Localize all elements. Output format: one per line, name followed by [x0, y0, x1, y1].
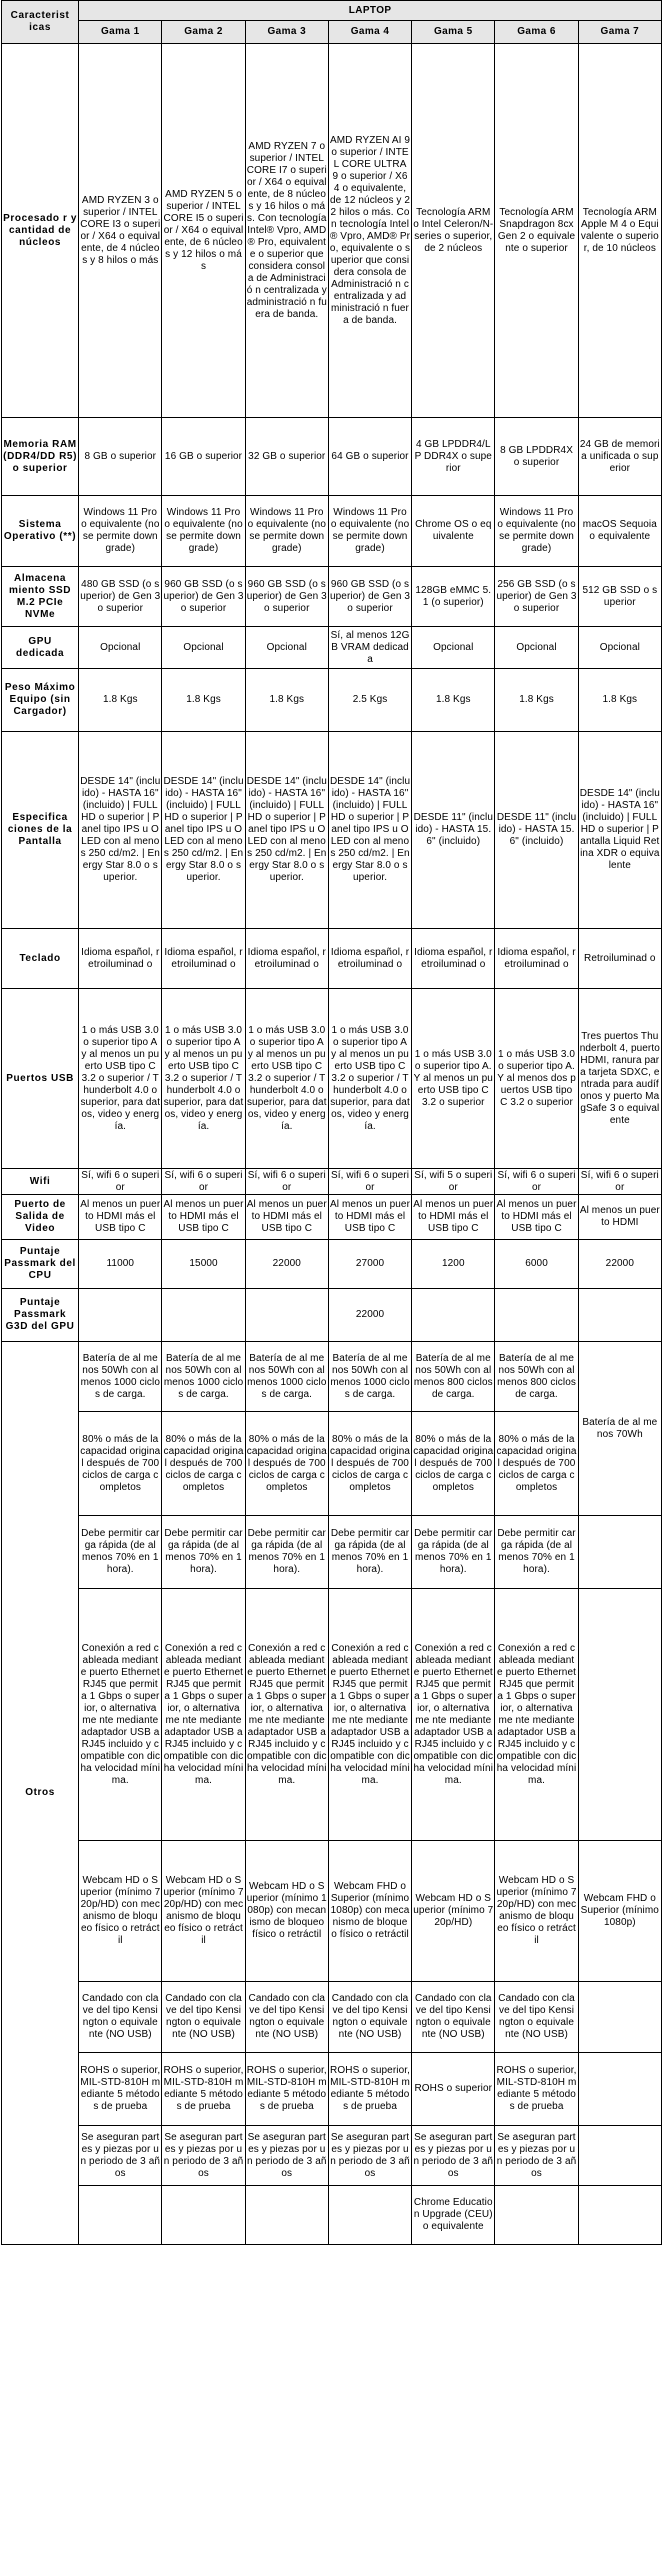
procesador-row [2, 44, 662, 418]
gpu-cell-7: Opcional [578, 627, 661, 669]
wifi-cell-2: Sí, wifi 6 o superior [162, 1169, 245, 1195]
gpu_score-cell-2 [162, 1289, 245, 1342]
otros-candado-cell-3: Candado con clave del tipo Kensington o equivalente (NO USB) [245, 1982, 328, 2053]
cpu-cell-2: 15000 [162, 1240, 245, 1289]
procesador-cell-5: Tecnología ARM o Intel Celeron/N-series o superior, de 2 núcleos [412, 44, 495, 418]
memoria-cell-3: 32 GB o superior [245, 418, 328, 496]
otros-carga-cell-1: Debe permitir carga rápida (de al menos 70% en 1 hora). [79, 1516, 162, 1589]
otros-capacidad-cell-4: 80% o más de la capacidad original después de 700 ciclos de carga completos [328, 1412, 411, 1516]
wifi-cell-5: Sí, wifi 5 o superior [412, 1169, 495, 1195]
otros-carga-cell-3: Debe permitir carga rápida (de al menos 70% en 1 hora). [245, 1516, 328, 1589]
pantalla-label: Especifica ciones de la Pantalla [2, 732, 79, 929]
almacenamiento-row [2, 567, 662, 627]
otros-carga-row [2, 1516, 662, 1589]
otros-capacidad-cell-1: 80% o más de la capacidad original después de 700 ciclos de carga completos [79, 1412, 162, 1516]
gpu-row [2, 627, 662, 669]
pantalla-cell-6: DESDE 11" (incluido) - HASTA 15.6" (incluido) [495, 732, 578, 929]
otros-carga-cell-6: Debe permitir carga rápida (de al menos 70% en 1 hora). [495, 1516, 578, 1589]
procesador-cell-3: AMD RYZEN 7 o superior / INTEL CORE I7 o superior / X64 o equivalente, de 8 núcleos y 16 hilos o más. Con tecnología Intel® Vpro, AMD® Pro, equivalente o superior que considera consola de Administració n centralizada y administració n fuera de banda. [245, 44, 328, 418]
memoria-cell-7: 24 GB de memoria unificada o superior [578, 418, 661, 496]
otros-repuestos-cell-2: Se aseguran partes y piezas por un periodo de 3 años [162, 2126, 245, 2186]
otros-repuestos-cell-7 [578, 2126, 661, 2186]
procesador-cell-1: AMD RYZEN 3 o superior / INTEL CORE I3 o superior / X64 o equivalente, de 4 núcleos y 8 hilos o más [79, 44, 162, 418]
otros-candado-cell-5: Candado con clave del tipo Kensington o equivalente (NO USB) [412, 1982, 495, 2053]
memoria-cell-5: 4 GB LPDDR4/LP DDR4X o superior [412, 418, 495, 496]
otros-webcam-cell-2: Webcam HD o Superior (mínimo 720p/HD) con mecanismo de bloqueo físico o retráctil [162, 1841, 245, 1982]
otros-chrome-cell-4 [328, 2186, 411, 2245]
video-cell-4: Al menos un puerto HDMI más el USB tipo C [328, 1195, 411, 1240]
teclado-cell-7: Retroiluminad o [578, 929, 661, 989]
otros-bateria-cell-1: Batería de al menos 50Wh con al menos 1000 ciclos de carga. [79, 1342, 162, 1412]
video-cell-5: Al menos un puerto HDMI más el USB tipo C [412, 1195, 495, 1240]
gama-header-2: Gama 2 [162, 21, 245, 44]
almacenamiento-cell-4: 960 GB SSD (o superior) de Gen 3 o superior [328, 567, 411, 627]
usb-cell-5: 1 o más USB 3.0 o superior tipo A. Y al menos un puerto USB tipo C 3.2 o superior [412, 989, 495, 1169]
otros-conexion-cell-3: Conexión a red cableada mediante puerto Ethernet RJ45 que permita 1 Gbps o superior, o alternativame nte mediante adaptador USB a RJ45 incluido y compatible con dicha velocidad mínima. [245, 1589, 328, 1841]
otros-rohs-cell-3: ROHS o superior, MIL-STD-810H mediante 5 métodos de prueba [245, 2053, 328, 2126]
video-row [2, 1195, 662, 1240]
cpu-cell-4: 27000 [328, 1240, 411, 1289]
otros-conexion-cell-1: Conexión a red cableada mediante puerto Ethernet RJ45 que permita 1 Gbps o superior, o alternativame nte mediante adaptador USB a RJ45 incluido y compatible con dicha velocidad mínima. [79, 1589, 162, 1841]
otros-conexion-row [2, 1589, 662, 1841]
wifi-cell-1: Sí, wifi 6 o superior [79, 1169, 162, 1195]
otros-repuestos-cell-6: Se aseguran partes y piezas por un periodo de 3 años [495, 2126, 578, 2186]
gpu_score-label: Puntaje Passmark G3D del GPU [2, 1289, 79, 1342]
sistema-cell-3: Windows 11 Pro o equivalente (no se permite downgrade) [245, 496, 328, 567]
teclado-row [2, 929, 662, 989]
otros-conexion-cell-6: Conexión a red cableada mediante puerto Ethernet RJ45 que permita 1 Gbps o superior, o alternativame nte mediante adaptador USB a RJ45 incluido y compatible con dicha velocidad mínima. [495, 1589, 578, 1841]
gama-header-1: Gama 1 [79, 21, 162, 44]
teclado-cell-3: Idioma español, retroiluminad o [245, 929, 328, 989]
usb-label: Puertos USB [2, 989, 79, 1169]
otros-repuestos-row [2, 2126, 662, 2186]
sistema-label: Sistema Operativo (**) [2, 496, 79, 567]
gpu-cell-4: Sí, al menos 12GB VRAM dedicada [328, 627, 411, 669]
peso-cell-6: 1.8 Kgs [495, 669, 578, 732]
otros-conexion-cell-5: Conexión a red cableada mediante puerto Ethernet RJ45 que permita 1 Gbps o superior, o alternativame nte mediante adaptador USB a RJ45 incluido y compatible con dicha velocidad mínima. [412, 1589, 495, 1841]
peso-label: Peso Máximo Equipo (sin Cargador) [2, 669, 79, 732]
otros-carga-cell-4: Debe permitir carga rápida (de al menos 70% en 1 hora). [328, 1516, 411, 1589]
otros-repuestos-cell-5: Se aseguran partes y piezas por un periodo de 3 años [412, 2126, 495, 2186]
pantalla-cell-4: DESDE 14" (incluido) - HASTA 16" (incluido) | FULL HD o superior | Panel tipo IPS u OLED con al menos 250 cd/m2. | Energy Star 8.0 o superior. [328, 732, 411, 929]
sistema-cell-7: macOS Sequoia o equivalente [578, 496, 661, 567]
gpu-cell-3: Opcional [245, 627, 328, 669]
peso-cell-5: 1.8 Kgs [412, 669, 495, 732]
sistema-cell-2: Windows 11 Pro o equivalente (no se permite downgrade) [162, 496, 245, 567]
otros-chrome-cell-3 [245, 2186, 328, 2245]
otros-bateria-cell-4: Batería de al menos 50Wh con al menos 1000 ciclos de carga. [328, 1342, 411, 1412]
peso-cell-4: 2.5 Kgs [328, 669, 411, 732]
pantalla-cell-3: DESDE 14" (incluido) - HASTA 16" (incluido) | FULL HD o superior | Panel tipo IPS u OLED con al menos 250 cd/m2. | Energy Star 8.0 o superior. [245, 732, 328, 929]
gpu_score-cell-5 [412, 1289, 495, 1342]
otros-bateria-cell-7: Batería de al menos 70Wh [578, 1342, 661, 1516]
otros-rohs-cell-1: ROHS o superior, MIL-STD-810H mediante 5 métodos de prueba [79, 2053, 162, 2126]
spec-table [1, 0, 662, 2245]
gama-header-6: Gama 6 [495, 21, 578, 44]
memoria-cell-6: 8 GB LPDDR4X o superior [495, 418, 578, 496]
wifi-cell-7: Sí, wifi 6 o superior [578, 1169, 661, 1195]
almacenamiento-cell-1: 480 GB SSD (o superior) de Gen 3 o superior [79, 567, 162, 627]
cpu-cell-6: 6000 [495, 1240, 578, 1289]
cpu-cell-1: 11000 [79, 1240, 162, 1289]
cpu-label: Puntaje Passmark del CPU [2, 1240, 79, 1289]
gpu-cell-2: Opcional [162, 627, 245, 669]
usb-cell-3: 1 o más USB 3.0 o superior tipo A y al menos un puerto USB tipo C 3.2 o superior / Thunderbolt 4.0 o superior, para datos, video y energía. [245, 989, 328, 1169]
gpu_score-cell-6 [495, 1289, 578, 1342]
otros-rohs-cell-6: ROHS o superior, MIL-STD-810H mediante 5 métodos de prueba [495, 2053, 578, 2126]
sistema-row [2, 496, 662, 567]
usb-cell-7: Tres puertos Thunderbolt 4, puerto HDMI, ranura para tarjeta SDXC, entrada para audífonos y puerto MagSafe 3 o equivalente [578, 989, 661, 1169]
procesador-cell-2: AMD RYZEN 5 o superior / INTEL CORE I5 o superior / X64 o equivalente, de 6 núcleos y 12 hilos o más [162, 44, 245, 418]
wifi-cell-3: Sí, wifi 6 o superior [245, 1169, 328, 1195]
usb-cell-4: 1 o más USB 3.0 o superior tipo A y al menos un puerto USB tipo C 3.2 o superior / Thunderbolt 4.0 o superior, para datos, video y energía. [328, 989, 411, 1169]
sistema-cell-6: Windows 11 Pro o equivalente (no se permite downgrade) [495, 496, 578, 567]
otros-bateria-cell-6: Batería de al menos 50Wh con al menos 800 ciclos de carga. [495, 1342, 578, 1412]
teclado-cell-2: Idioma español, retroiluminad o [162, 929, 245, 989]
peso-cell-1: 1.8 Kgs [79, 669, 162, 732]
video-cell-3: Al menos un puerto HDMI más el USB tipo C [245, 1195, 328, 1240]
wifi-label: Wifi [2, 1169, 79, 1195]
cpu-cell-5: 1200 [412, 1240, 495, 1289]
otros-candado-cell-7 [578, 1982, 661, 2053]
otros-webcam-row [2, 1841, 662, 1982]
otros-chrome-cell-2 [162, 2186, 245, 2245]
wifi-cell-4: Sí, wifi 6 o superior [328, 1169, 411, 1195]
wifi-row [2, 1169, 662, 1195]
cpu-cell-7: 22000 [578, 1240, 661, 1289]
peso-cell-2: 1.8 Kgs [162, 669, 245, 732]
almacenamiento-label: Almacena miento SSD M.2 PCIe NVMe [2, 567, 79, 627]
almacenamiento-cell-5: 128GB eMMC 5.1 (o superior) [412, 567, 495, 627]
otros-capacidad-cell-6: 80% o más de la capacidad original después de 700 ciclos de carga completos [495, 1412, 578, 1516]
pantalla-cell-7: DESDE 14" (incluido) - HASTA 16" (incluido) | FULL HD o superior | Pantalla Liquid Retina XDR o equivalente [578, 732, 661, 929]
otros-webcam-cell-5: Webcam HD o Superior (mínimo 720p/HD) [412, 1841, 495, 1982]
procesador-cell-7: Tecnología ARM Apple M 4 o Equivalente o superior, de 10 núcleos [578, 44, 661, 418]
pantalla-cell-2: DESDE 14" (incluido) - HASTA 16" (incluido) | FULL HD o superior | Panel tipo IPS u OLED con al menos 250 cd/m2. | Energy Star 8.0 o superior. [162, 732, 245, 929]
otros-carga-cell-2: Debe permitir carga rápida (de al menos 70% en 1 hora). [162, 1516, 245, 1589]
otros-carga-cell-7 [578, 1516, 661, 1589]
otros-candado-cell-2: Candado con clave del tipo Kensington o equivalente (NO USB) [162, 1982, 245, 2053]
otros-capacidad-cell-3: 80% o más de la capacidad original después de 700 ciclos de carga completos [245, 1412, 328, 1516]
memoria-label: Memoria RAM (DDR4/DD R5) o superior [2, 418, 79, 496]
procesador-label: Procesado r y cantidad de núcleos [2, 44, 79, 418]
pantalla-cell-1: DESDE 14" (incluido) - HASTA 16" (incluido) | FULL HD o superior | Panel tipo IPS u OLED con al menos 250 cd/m2. | Energy Star 8.0 o superior. [79, 732, 162, 929]
gpu_score-row [2, 1289, 662, 1342]
otros-repuestos-cell-3: Se aseguran partes y piezas por un periodo de 3 años [245, 2126, 328, 2186]
almacenamiento-cell-3: 960 GB SSD (o superior) de Gen 3 o superior [245, 567, 328, 627]
otros-chrome-row [2, 2186, 662, 2245]
peso-cell-7: 1.8 Kgs [578, 669, 661, 732]
procesador-cell-4: AMD RYZEN AI 9 o superior / INTEL CORE ULTRA 9 o superior / X64 o equivalente, de 12 núcleos y 22 hilos o más. Con tecnología Intel® Vpro, AMD® Pro, equivalente o superior que considera consola de Administració n centralizada y administració n fuera de banda. [328, 44, 411, 418]
gama-header-5: Gama 5 [412, 21, 495, 44]
memoria-cell-2: 16 GB o superior [162, 418, 245, 496]
otros-bateria-cell-3: Batería de al menos 50Wh con al menos 1000 ciclos de carga. [245, 1342, 328, 1412]
usb-cell-2: 1 o más USB 3.0 o superior tipo A y al menos un puerto USB tipo C 3.2 o superior / Thunderbolt 4.0 o superior, para datos, video y energía. [162, 989, 245, 1169]
usb-row [2, 989, 662, 1169]
otros-candado-row [2, 1982, 662, 2053]
memoria-cell-4: 64 GB o superior [328, 418, 411, 496]
gama-header-7: Gama 7 [578, 21, 661, 44]
gpu_score-cell-4: 22000 [328, 1289, 411, 1342]
teclado-label: Teclado [2, 929, 79, 989]
otros-repuestos-cell-1: Se aseguran partes y piezas por un periodo de 3 años [79, 2126, 162, 2186]
gpu_score-cell-3 [245, 1289, 328, 1342]
gpu-label: GPU dedicada [2, 627, 79, 669]
video-label: Puerto de Salida de Video [2, 1195, 79, 1240]
usb-cell-1: 1 o más USB 3.0 o superior tipo A y al menos un puerto USB tipo C 3.2 o superior / Thunderbolt 4.0 o superior, para datos, video y energía. [79, 989, 162, 1169]
gpu-cell-1: Opcional [79, 627, 162, 669]
otros-bateria-cell-2: Batería de al menos 50Wh con al menos 1000 ciclos de carga. [162, 1342, 245, 1412]
otros-bateria-cell-5: Batería de al menos 50Wh con al menos 800 ciclos de carga. [412, 1342, 495, 1412]
otros-webcam-cell-1: Webcam HD o Superior (mínimo 720p/HD) con mecanismo de bloqueo físico o retráctil [79, 1841, 162, 1982]
otros-webcam-cell-4: Webcam FHD o Superior (mínimo 1080p) con mecanismo de bloqueo físico o retráctil [328, 1841, 411, 1982]
teclado-cell-6: Idioma español, retroiluminad o [495, 929, 578, 989]
cpu-row [2, 1240, 662, 1289]
sistema-cell-5: Chrome OS o equivalente [412, 496, 495, 567]
peso-row [2, 669, 662, 732]
memoria-row [2, 418, 662, 496]
otros-conexion-cell-7 [578, 1589, 661, 1841]
otros-capacidad-cell-2: 80% o más de la capacidad original después de 700 ciclos de carga completos [162, 1412, 245, 1516]
gpu-cell-5: Opcional [412, 627, 495, 669]
otros-candado-cell-4: Candado con clave del tipo Kensington o equivalente (NO USB) [328, 1982, 411, 2053]
otros-chrome-cell-5: Chrome Education Upgrade (CEU) o equivalente [412, 2186, 495, 2245]
video-cell-6: Al menos un puerto HDMI más el USB tipo C [495, 1195, 578, 1240]
teclado-cell-1: Idioma español, retroiluminad o [79, 929, 162, 989]
otros-capacidad-cell-5: 80% o más de la capacidad original después de 700 ciclos de carga completos [412, 1412, 495, 1516]
memoria-cell-1: 8 GB o superior [79, 418, 162, 496]
otros-rohs-cell-5: ROHS o superior [412, 2053, 495, 2126]
video-cell-7: Al menos un puerto HDMI [578, 1195, 661, 1240]
pantalla-row [2, 732, 662, 929]
otros-webcam-cell-6: Webcam HD o Superior (mínimo 720p/HD) con mecanismo de bloqueo físico o retráctil [495, 1841, 578, 1982]
otros-conexion-cell-2: Conexión a red cableada mediante puerto Ethernet RJ45 que permita 1 Gbps o superior, o alternativame nte mediante adaptador USB a RJ45 incluido y compatible con dicha velocidad mínima. [162, 1589, 245, 1841]
video-cell-1: Al menos un puerto HDMI más el USB tipo C [79, 1195, 162, 1240]
otros-conexion-cell-4: Conexión a red cableada mediante puerto Ethernet RJ45 que permita 1 Gbps o superior, o alternativame nte mediante adaptador USB a RJ45 incluido y compatible con dicha velocidad mínima. [328, 1589, 411, 1841]
otros-chrome-cell-1 [79, 2186, 162, 2245]
gpu_score-cell-7 [578, 1289, 661, 1342]
video-cell-2: Al menos un puerto HDMI más el USB tipo C [162, 1195, 245, 1240]
corner-header: Caracterist icas [2, 1, 79, 44]
otros-bateria-row [2, 1342, 662, 1412]
wifi-cell-6: Sí, wifi 6 o superior [495, 1169, 578, 1195]
procesador-cell-6: Tecnología ARM Snapdragon 8cx Gen 2 o equivalente o superior [495, 44, 578, 418]
otros-chrome-cell-6 [495, 2186, 578, 2245]
teclado-cell-5: Idioma español, retroiluminad o [412, 929, 495, 989]
almacenamiento-cell-2: 960 GB SSD (o superior) de Gen 3 o superior [162, 567, 245, 627]
otros-rohs-cell-2: ROHS o superior, MIL-STD-810H mediante 5 métodos de prueba [162, 2053, 245, 2126]
otros-webcam-cell-3: Webcam HD o Superior (mínimo 1080p) con mecanismo de bloqueo físico o retráctil [245, 1841, 328, 1982]
otros-rohs-cell-7 [578, 2053, 661, 2126]
otros-webcam-cell-7: Webcam FHD o Superior (mínimo 1080p) [578, 1841, 661, 1982]
teclado-cell-4: Idioma español, retroiluminad o [328, 929, 411, 989]
otros-candado-cell-1: Candado con clave del tipo Kensington o equivalente (NO USB) [79, 1982, 162, 2053]
peso-cell-3: 1.8 Kgs [245, 669, 328, 732]
gama-header-4: Gama 4 [328, 21, 411, 44]
gpu-cell-6: Opcional [495, 627, 578, 669]
gama-header-3: Gama 3 [245, 21, 328, 44]
otros-candado-cell-6: Candado con clave del tipo Kensington o equivalente (NO USB) [495, 1982, 578, 2053]
gpu_score-cell-1 [79, 1289, 162, 1342]
otros-rohs-row [2, 2053, 662, 2126]
otros-carga-cell-5: Debe permitir carga rápida (de al menos 70% en 1 hora). [412, 1516, 495, 1589]
pantalla-cell-5: DESDE 11" (incluido) - HASTA 15.6" (incluido) [412, 732, 495, 929]
otros-label: Otros [2, 1342, 79, 2245]
almacenamiento-cell-7: 512 GB SSD o superior [578, 567, 661, 627]
sistema-cell-4: Windows 11 Pro o equivalente (no se permite downgrade) [328, 496, 411, 567]
otros-repuestos-cell-4: Se aseguran partes y piezas por un periodo de 3 años [328, 2126, 411, 2186]
otros-chrome-cell-7 [578, 2186, 661, 2245]
laptop-header: LAPTOP [79, 1, 662, 21]
otros-capacidad-row [2, 1412, 662, 1516]
sistema-cell-1: Windows 11 Pro o equivalente (no se permite downgrade) [79, 496, 162, 567]
otros-rohs-cell-4: ROHS o superior, MIL-STD-810H mediante 5 métodos de prueba [328, 2053, 411, 2126]
cpu-cell-3: 22000 [245, 1240, 328, 1289]
almacenamiento-cell-6: 256 GB SSD (o superior) de Gen 3 o superior [495, 567, 578, 627]
usb-cell-6: 1 o más USB 3.0 o superior tipo A. Y al menos dos puertos USB tipo C 3.2 o superior [495, 989, 578, 1169]
